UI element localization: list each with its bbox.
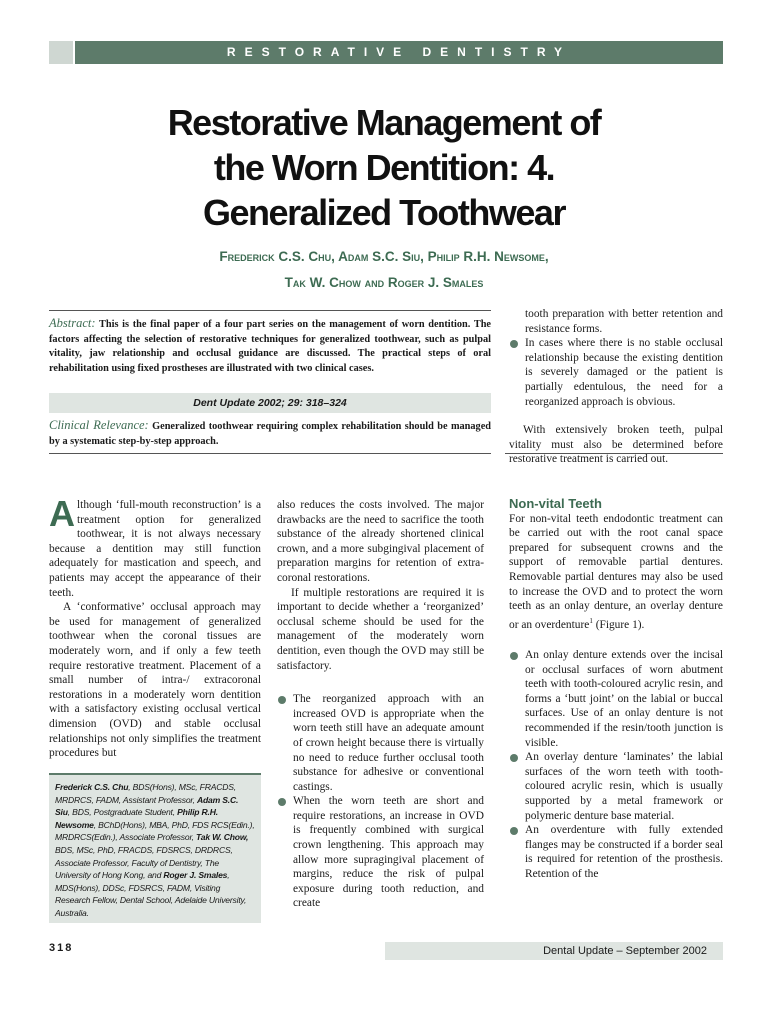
authors-line-1: Frederick C.S. Chu, Adam S.C. Siu, Philip R.H. Newsome,	[219, 249, 549, 264]
bullet-item: The reorganized approach with an increased OVD is appropriate when the worn teeth still have an adequate amount of crown height because there is virtually no need to reduce further occlusal tooth substance for adhesive or conventional castings.	[277, 692, 484, 794]
bullet-item: An overlay denture ‘laminates’ the labial surfaces of the worn teeth with tooth-coloured acrylic resin, which is usually supported by a metal framework or polymeric denture base material.	[509, 750, 723, 823]
bullet-item: An onlay denture extends over the incisal or occlusal surfaces of worn abutment teeth with tooth-coloured acrylic resin, and forms a ‘butt joint’ on the labial or buccal surfaces. Use of an onlay denture is not recommended if the resin/tooth junction is visible.	[509, 648, 723, 750]
journal-footer: Dental Update – September 2002	[385, 942, 723, 960]
reference-mark: 1	[589, 616, 593, 625]
column-1	[49, 493, 261, 761]
body-paragraph: For non-vital teeth endodontic treatment can be carried out with the root canal space prepared for subsequent crowns and the support of removable partial dentures. Removable partial dentures may also be used to increase the OVD and to protect the worn teeth as an onlay denture, an overlay denture or an overdenture$^1$ (Figure 1).	[509, 512, 723, 631]
clinical-relevance-label: Clinical Relevance:	[49, 418, 149, 432]
abstract-top-rule	[49, 310, 491, 311]
drop-cap: A	[49, 493, 75, 534]
body-paragraph: also reduces the costs involved. The major drawbacks are the need to sacrifice the tooth substance of the already shortened clinical crown, and a more subgingival placement of preparation margins for retention of extra-coronal restorations.	[277, 499, 484, 584]
authors-line-2: Tak W. Chow and Roger J. Smales	[284, 275, 484, 290]
intro-paragraph: Although ‘full-mouth reconstruction’ is a treatment option for generalized toothwear, it is not always necessary because a dentition may still function adequately for mastication and speech, and patients may accept the appearance of their teeth.	[49, 493, 261, 599]
abstract-label: Abstract:	[49, 316, 96, 330]
body-paragraph: With extensively broken teeth, pulpal vitality must also be determined before restorative treatment is carried out.	[509, 424, 723, 466]
bullet-item: When the worn teeth are short and require restorations, an increase in OVD is frequently combined with surgical crown lengthening. This approach may allow more supragingival placement of margins, reduce the risk of pulpal exposure during tooth reduction, and create	[277, 794, 484, 911]
clinical-relevance	[49, 418, 491, 449]
column-2	[277, 498, 484, 911]
page-number: 318	[49, 942, 74, 954]
bullet-item: In cases where there is no stable occlusal relationship because the existing dentition is severely damaged or the patient is partially edentulous, the need for a reorganized approach is obvious.	[509, 336, 723, 409]
title-line-3: Generalized Toothwear	[203, 192, 565, 233]
clinical-relevance-text: Generalized toothwear requiring complex rehabilitation should be managed by a systematic step-by-step approach.	[49, 421, 491, 447]
section-heading: Non-vital Teeth	[509, 495, 602, 511]
body-paragraph: A ‘conformative’ occlusal approach may be used for management of generalized toothwear when the coronal tissues are moderately worn, and if only a few teeth require restorative treatment. Placement of a small number of intra-/ extracoronal restorations in a moderately worn dentition with a satisfactory existing occlusal vertical dimension (OVD) and stable occlusal relationships not only simplifies the treatment procedures but	[49, 601, 261, 760]
citation-bar: Dent Update 2002; 29: 318–324	[49, 393, 491, 413]
bullet-continuation: tooth preparation with better retention and resistance forms.	[525, 308, 723, 335]
article-title	[84, 100, 684, 235]
header-band-stub-left	[49, 41, 73, 64]
title-line-2: the Worn Dentition: 4.	[213, 147, 555, 188]
abstract-text: This is the final paper of a four part series on the management of worn dentition. The factors affecting the selection of restorative techniques for generalized toothwear, such as pulpal vitality, jaw relationship and occlusal guidance are discussed. The practical steps of oral rehabilitation using fixed prostheses are illustrated with two clinical cases.	[49, 319, 492, 374]
abstract-bottom-rule	[49, 453, 491, 454]
bullet-item: An overdenture with fully extended flanges may be constructed if a border seal is required for retention of the prosthesis. Retention of the	[509, 823, 723, 881]
abstract	[49, 316, 491, 376]
body-paragraph: If multiple restorations are required it is important to decide whether a ‘reorganized’ occlusal scheme should be used for the management of the moderately worn dentition, even though the OVD may still be satisfactory.	[277, 586, 484, 672]
author-list	[84, 244, 684, 296]
title-line-1: Restorative Management of	[167, 102, 601, 143]
section-header: RESTORATIVE DENTISTRY	[75, 41, 723, 64]
column-3	[509, 307, 723, 882]
author-affiliations: Frederick C.S. Chu, BDS(Hons), MSc, FRACDS, MRDRCS, FADM, Assistant Professor, Adam S.C. Siu, BDS, Postgraduate Student, Philip R.H. Newsome, BChD(Hons), MBA, PhD, FDS RCS(Edin.), MRDRCS(Edin.), Associate Professor, Tak W. Chow, BDS, MSc, PhD, FRACDS, FDSRCS, DRDRCS, Associate Professor, Faculty of Dentistry, The University of Hong Kong, and Roger J. Smales, MDS(Hons), DDSc, FDSRCS, FADM, Visiting Research Fellow, Dental School, Adelaide University, Australia.	[49, 773, 261, 923]
